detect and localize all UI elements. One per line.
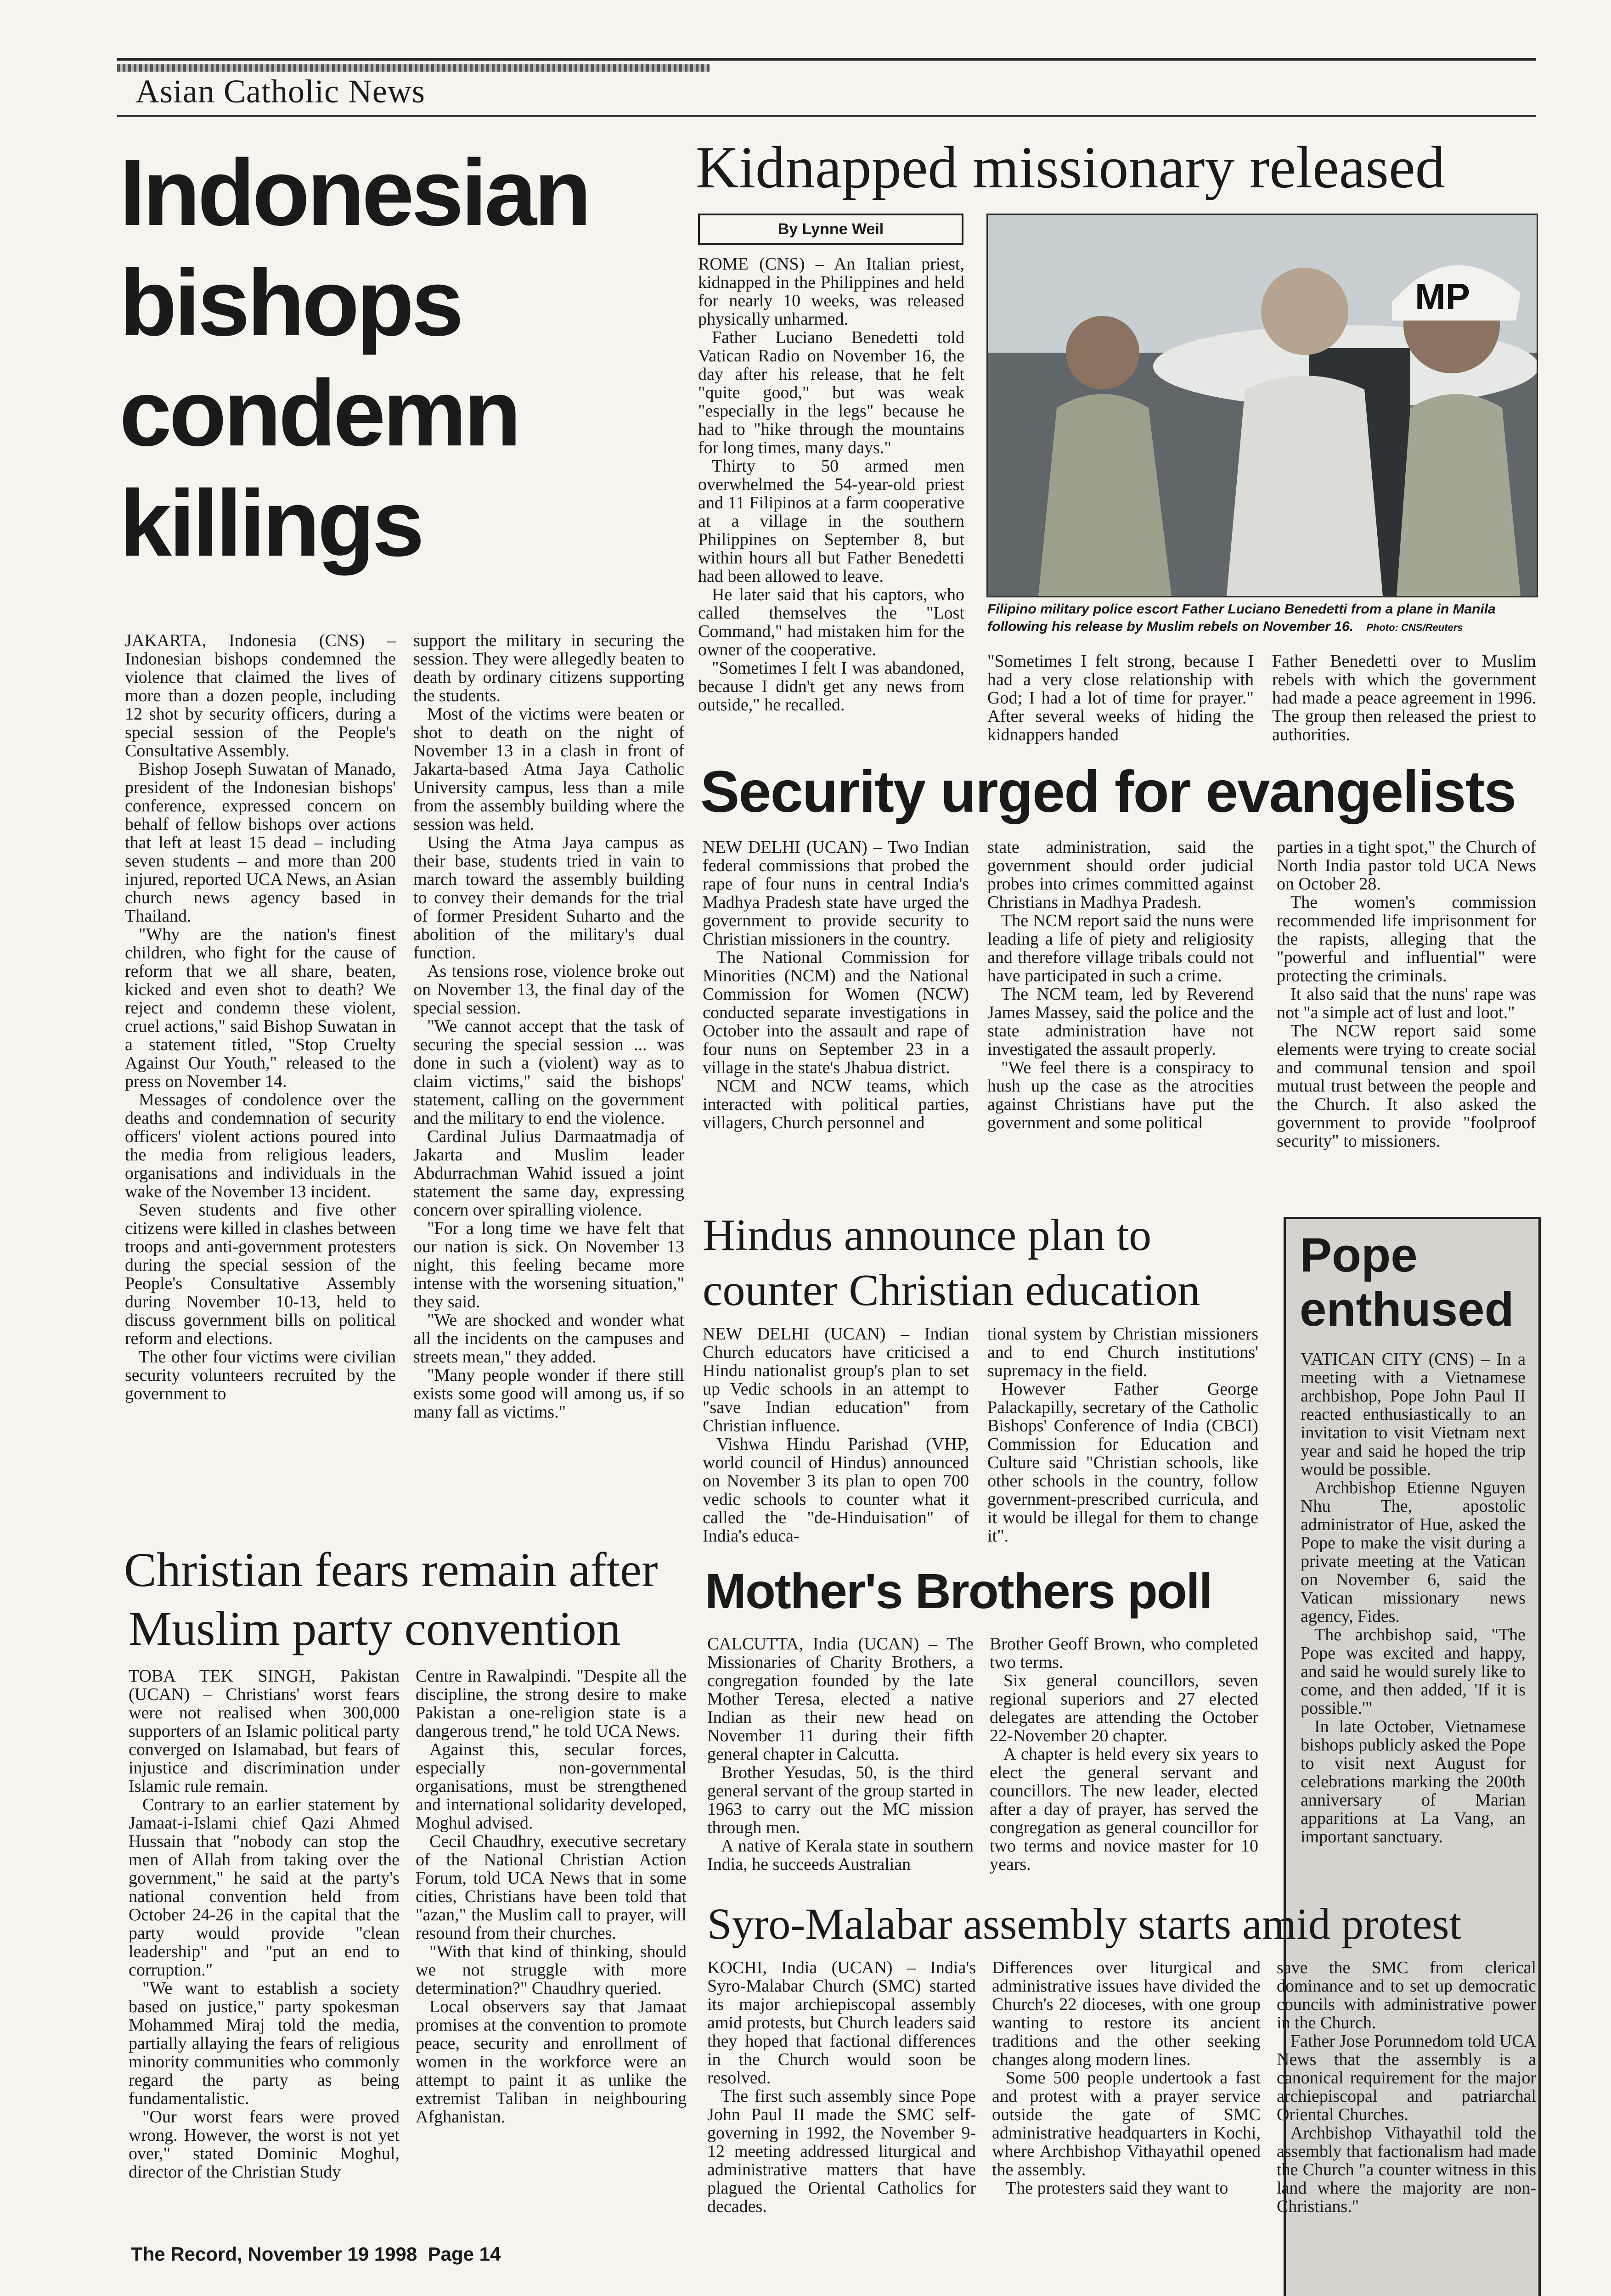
pope-headline	[1300, 1228, 1514, 1337]
syro-column-2	[992, 1958, 1261, 2197]
christian-column-1	[129, 1667, 400, 2181]
article-paragraph: Contrary to an earlier statement by Jamaat-i-Islami chief Qazi Ahmed Hussain that "nobody can stop the men of Allah from taking over the government," he said at the party's national convention held from October 24-26 in the capital that the party would provide "clean leadership" and "put an end to corruption."	[129, 1795, 400, 1980]
syro-column-1	[707, 1958, 976, 2216]
article-paragraph: NCM and NCW teams, which interacted with political parties, villagers, Church personnel and	[703, 1076, 969, 1132]
article-paragraph: "We are shocked and wonder what all the incidents on the campuses and streets mean," they added.	[413, 1311, 684, 1367]
article-paragraph: The women's commission recommended life imprisonment for the rapists, alleging that the "powerful and influential" were protecting the criminals.	[1277, 893, 1536, 985]
article-paragraph: Most of the victims were beaten or shot to death on the night of November 13 in a clash in front of Jakarta-based Atma Jaya Catholic University campus, less than a mile from the assembly building where the session was held.	[413, 704, 684, 834]
mother-column-2	[990, 1635, 1258, 1874]
article-paragraph: "With that kind of thinking, should we not struggle with more determination?" Chaudhry queried.	[416, 1942, 687, 1998]
masthead-title: Asian Catholic News	[135, 73, 425, 110]
hindus-headline	[703, 1208, 1272, 1318]
article-paragraph: "Our worst fears were proved wrong. However, the worst is not yet over," stated Dominic Moghul, director of the Christian Study	[129, 2107, 400, 2182]
article-paragraph: The first such assembly since Pope John Paul II made the SMC self-governing in 1992, the November 9-12 meeting addressed liturgical and administrative matters that have plagued the Oriental Catholics for decades.	[707, 2087, 976, 2216]
christian-headline	[124, 1541, 693, 1658]
article-paragraph: Brother Yesudas, 50, is the third general servant of the group started in 1963 to carry out the MC mission through men.	[707, 1763, 974, 1837]
pope-headline-line: enthused	[1300, 1283, 1514, 1336]
article-paragraph: Using the Atma Jaya campus as their base, students tried in vain to march toward the assembly building to convey their demands for the trial of former President Suharto and the abolition of the military's dual function.	[413, 833, 684, 962]
kidnap-caption	[987, 601, 1536, 636]
article-paragraph: KOCHI, India (UCAN) – India's Syro-Malabar Church (SMC) started its major archiepiscopal assembly amid protests, but Church leaders said they hoped that factional differences in the Church would soon be resolved.	[707, 1958, 976, 2088]
masthead-rule	[117, 115, 1536, 117]
article-paragraph: "We want to establish a society based on justice," party spokesman Mohammed Miraj told the media, partially allaying the fears of religious minority communities who commonly regard the party as being fundamentalistic.	[129, 1979, 400, 2108]
article-paragraph: state administration, said the government should order judicial probes into crimes committed against Christians in Madhya Pradesh.	[987, 838, 1254, 912]
security-column-1	[703, 838, 969, 1132]
article-paragraph: A chapter is held every six years to elect the general servant and councillors. The new leader, elected after a day of prayer, has served the congregation as general councillor for two terms and novice master for 10 years.	[990, 1745, 1258, 1874]
article-paragraph: In late October, Vietnamese bishops publicly asked the Pope to visit next August for celebrations marking the 200th anniversary of Marian apparitions at La Vang, an important sanctuary.	[1301, 1717, 1526, 1846]
article-paragraph: "We cannot accept that the task of securing the special session ... was done in such a (violent) way as to claim victims," said the bishops' statement, calling on the government and the military to end the violence.	[413, 1017, 684, 1128]
indonesia-headline	[119, 138, 693, 579]
pope-body	[1301, 1350, 1526, 1846]
article-paragraph: The archbishop said, "The Pope was excited and happy, and said he would surely like to come, and then added, 'If it is possible.'"	[1301, 1625, 1526, 1718]
helmet-label: MP	[1415, 276, 1470, 317]
mother-column-1	[707, 1635, 974, 1874]
article-paragraph: The NCM report said the nuns were leading a life of piety and religiosity and therefore village tribals could not have participated in such a crime.	[987, 911, 1254, 985]
article-paragraph: ROME (CNS) – An Italian priest, kidnapped in the Philippines and held for nearly 10 weeks, was released physically unharmed.	[698, 254, 964, 329]
article-paragraph: Archbishop Vithayathil told the assembly that factionalism had made the Church "a counter witness in this land where the majority are non-Christians."	[1277, 2123, 1536, 2216]
article-paragraph: Bishop Joseph Suwatan of Manado, president of the Indonesian bishops' conference, expressed concern on behalf of fellow bishops over actions that left at least 15 dead – including seven students – and more than 200 injured, reported UCA News, an Asian church news agency based in Thailand.	[125, 760, 396, 926]
article-paragraph: tional system by Christian missioners and to end Church institutions' supremacy in the field.	[987, 1324, 1258, 1380]
article-paragraph: NEW DELHI (UCAN) – Indian Church educators have criticised a Hindu nationalist group's plan to set up Vedic schools in an attempt to "save Indian education" from Christian influence.	[703, 1324, 969, 1435]
security-column-2	[987, 838, 1254, 1132]
article-paragraph: Thirty to 50 armed men overwhelmed the 54-year-old priest and 11 Filipinos at a farm cooperative at a village in the southern Philippines on September 8, but within hours all but Father Benedetti had been allowed to leave.	[698, 456, 964, 586]
article-paragraph: Cardinal Julius Darmaatmadja of Jakarta and Muslim leader Abdurrachman Wahid issued a joint statement the same day, expressing concern over spiralling violence.	[413, 1127, 684, 1220]
article-paragraph: "For a long time we have felt that our nation is sick. On November 13 night, this feeling became more intense with the worsening situation," they said.	[413, 1219, 684, 1311]
photo-illustration	[988, 215, 1537, 596]
indonesia-headline-line: killings	[119, 471, 422, 576]
kidnap-column-3	[1272, 652, 1536, 744]
christian-headline-line: Christian fears remain after	[124, 1543, 658, 1597]
article-paragraph: TOBA TEK SINGH, Pakistan (UCAN) – Christians' worst fears were not realised when 300,000 supporters of an Islamic political party converged on Islamabad, but fears of injustice and discrimination under Islamic rule remain.	[129, 1666, 400, 1796]
hindus-column-2	[987, 1325, 1258, 1545]
masthead-pattern	[117, 64, 710, 72]
article-paragraph: "We feel there is a conspiracy to hush up the case as the atrocities against Christians have put the government and some political	[987, 1058, 1254, 1132]
indonesia-headline-line: condemn	[119, 360, 519, 466]
mother-headline: Mother's Brothers poll	[705, 1563, 1212, 1619]
security-column-3	[1277, 838, 1536, 1150]
article-paragraph: "Many people wonder if there still exists some good will among us, if so many fall as victims."	[413, 1366, 684, 1422]
article-paragraph: The protesters said they want to	[1006, 2178, 1228, 2198]
article-paragraph: "Sometimes I felt strong, because I had a very close relationship with God; I had a lot of time for prayer." After several weeks of hiding the kidnappers handed	[987, 652, 1254, 744]
indonesia-headline-line: Indonesian	[119, 140, 589, 245]
article-paragraph: However Father George Palackapilly, secretary of the Catholic Bishops' Conference of India (CBCI) Commission for Education and Culture said "Christian schools, like other schools in the country, follow government-prescribed curricula, and it would be illegal for them to change it".	[987, 1379, 1258, 1546]
article-paragraph: Cecil Chaudhry, executive secretary of the National Christian Action Forum, told UCA News that in some cities, Christians have been told that "azan," the Muslim call to prayer, will resound from their churches.	[416, 1832, 687, 1943]
article-paragraph: JAKARTA, Indonesia (CNS) – Indonesian bishops condemned the violence that claimed the lives of more than a dozen people, including 12 shot by security officers, during a special session of the People's Consultative Assembly.	[125, 631, 396, 760]
indonesia-column-2	[413, 631, 684, 1421]
article-paragraph: It also said that the nuns' rape was not "a simple act of lust and loot."	[1277, 985, 1536, 1022]
article-paragraph: parties in a tight spot," the Church of North India pastor told UCA News on October 28.	[1277, 838, 1536, 894]
article-paragraph: Brother Geoff Brown, who completed two terms.	[990, 1634, 1258, 1672]
kidnap-column-2	[987, 652, 1254, 744]
article-paragraph: Six general councillors, seven regional superiors and 27 elected delegates are attending the October 22-November 20 chapter.	[990, 1671, 1258, 1745]
photo-credit: Photo: CNS/Reuters	[1366, 622, 1463, 633]
article-paragraph: Some 500 people undertook a fast and protest with a prayer service outside the gate of SMC administrative headquarters in Kochi, where Archbishop Vithayathil opened the assembly.	[992, 2068, 1261, 2179]
pope-headline-line: Pope	[1300, 1228, 1418, 1282]
article-paragraph: As tensions rose, violence broke out on November 13, the final day of the special session.	[413, 962, 684, 1018]
caption-text: Filipino military police escort Father Luciano Benedetti from a plane in Manila following his release by Muslim rebels on November 16.	[987, 602, 1496, 634]
article-paragraph: support the military in securing the session. They were allegedly beaten to death by ordinary citizens supporting the students.	[413, 631, 684, 705]
article-paragraph: The NCW report said some elements were trying to create social and communal tension and spoil mutual trust between the people and the Church. It also asked the government to provide "foolproof security" to missioners.	[1277, 1021, 1536, 1151]
article-paragraph: VATICAN CITY (CNS) – In a meeting with a Vietnamese archbishop, Pope John Paul II reacted enthusiastically to an invitation to visit Vietnam next year and said he hoped the trip would be possible.	[1301, 1350, 1526, 1479]
article-paragraph: "Why are the nation's finest children, who fight for the cause of reform that we all share, beaten, kicked and even shot to death? We reject and condemn these violent, cruel actions," said Bishop Suwatan in a statement titled, "Stop Cruelty Against Our Youth," released to the press on November 14.	[125, 925, 396, 1091]
top-rule	[117, 58, 1536, 61]
article-paragraph: Centre in Rawalpindi. "Despite all the discipline, the strong desire to make Pakistan a one-religion state is a dangerous trend," he told UCA News.	[416, 1666, 687, 1741]
syro-headline: Syro-Malabar assembly starts amid protest	[707, 1899, 1462, 1948]
article-paragraph: Messages of condolence over the deaths and condemnation of security officers' violent actions poured into the media from religious leaders, organisations and individuals in the wake of the November 13 incident.	[125, 1090, 396, 1201]
page-footer: The Record, November 19 1998 Page 14	[131, 2243, 501, 2265]
article-paragraph: Father Luciano Benedetti told Vatican Radio on November 16, the day after his release, that he felt "quite good," but was weak "especially in the legs" because he had to "hike through the mountains for long times, many days."	[698, 328, 964, 457]
kidnap-photo	[986, 214, 1538, 597]
hindus-headline-line: counter Christian education	[703, 1266, 1200, 1315]
article-paragraph: He later said that his captors, who called themselves the "Lost Command," had mistaken him for the owner of the cooperative.	[698, 585, 964, 659]
article-paragraph: Seven students and five other citizens were killed in clashes between troops and anti-government protesters during the special session of the People's Consultative Assembly during November 10-13, held to discuss government bills on political reform and elections.	[125, 1200, 396, 1348]
indonesia-column-1	[125, 631, 396, 1403]
article-paragraph: "Sometimes I felt I was abandoned, because I didn't get any news from outside," he recalled.	[698, 658, 964, 715]
article-paragraph: Vishwa Hindu Parishad (VHP, world council of Hindus) announced on November 3 its plan to open 700 vedic schools to counter what it called the "de-Hinduisation" of India's educa-	[703, 1435, 969, 1546]
hindus-column-1	[703, 1325, 969, 1545]
masthead	[117, 64, 710, 116]
christian-headline-line: Muslim party convention	[129, 1602, 621, 1655]
article-paragraph: The National Commission for Minorities (NCM) and the National Commission for Women (NCW) conducted separate investigations in October into the assault and rape of four nuns on September 23 in a village in the state's Jhabua district.	[703, 948, 969, 1077]
article-paragraph: Archbishop Etienne Nguyen Nhu The, apostolic administrator of Hue, asked the Pope to make the visit during a private meeting at the Vatican on November 6, said the Vatican missionary news agency, Fides.	[1301, 1478, 1526, 1626]
kidnap-byline: By Lynne Weil	[698, 214, 963, 245]
kidnap-column-1	[698, 255, 964, 714]
article-paragraph: Differences over liturgical and administrative issues have divided the Church's 22 dioceses, with one group wanting to restore its ancient traditions and the other seeking changes along modern lines.	[992, 1958, 1261, 2069]
article-paragraph: Father Benedetti over to Muslim rebels with which the government had made a peace agreement in 1996. The group then released the priest to authorities.	[1272, 652, 1536, 744]
article-paragraph: save the SMC from clerical dominance and to set up democratic councils with administrative power in the Church.	[1277, 1958, 1536, 2032]
syro-column-3	[1277, 1958, 1536, 2216]
article-paragraph: A native of Kerala state in southern India, he succeeds Australian	[707, 1836, 974, 1874]
kidnap-headline: Kidnapped missionary released	[696, 135, 1445, 201]
article-paragraph: NEW DELHI (UCAN) – Two Indian federal commissions that probed the rape of four nuns in central India's Madhya Pradesh state have urged the government to provide security to Christian missioners in the country.	[703, 838, 969, 949]
article-paragraph: CALCUTTA, India (UCAN) – The Missionaries of Charity Brothers, a congregation founded by the late Mother Teresa, elected a native Indian as their new head on November 11 during their fifth general chapter in Calcutta.	[707, 1634, 974, 1764]
security-headline: Security urged for evangelists	[700, 759, 1516, 825]
article-paragraph: The other four victims were civilian security volunteers recruited by the government to	[125, 1347, 396, 1403]
hindus-headline-line: Hindus announce plan to	[703, 1210, 1152, 1260]
article-paragraph: Local observers say that Jamaat promises at the convention to promote peace, security and enrollment of women in the workforce were an attempt to paint it as unlike the extremist Taliban in neighbouring Afghanistan.	[416, 1997, 687, 2127]
christian-column-2	[416, 1667, 687, 2126]
article-paragraph: Father Jose Porunnedom told UCA News that the assembly is a canonical requirement for the major archiepiscopal and patriarchal Oriental Churches.	[1277, 2032, 1536, 2124]
article-paragraph: Against this, secular forces, especially non-governmental organisations, must be strengthened and international solidarity developed, Moghul advised.	[416, 1740, 687, 1833]
article-paragraph: The NCM team, led by Reverend James Massey, said the police and the state administration have not investigated the assault properly.	[987, 985, 1254, 1059]
indonesia-headline-line: bishops	[119, 250, 461, 355]
